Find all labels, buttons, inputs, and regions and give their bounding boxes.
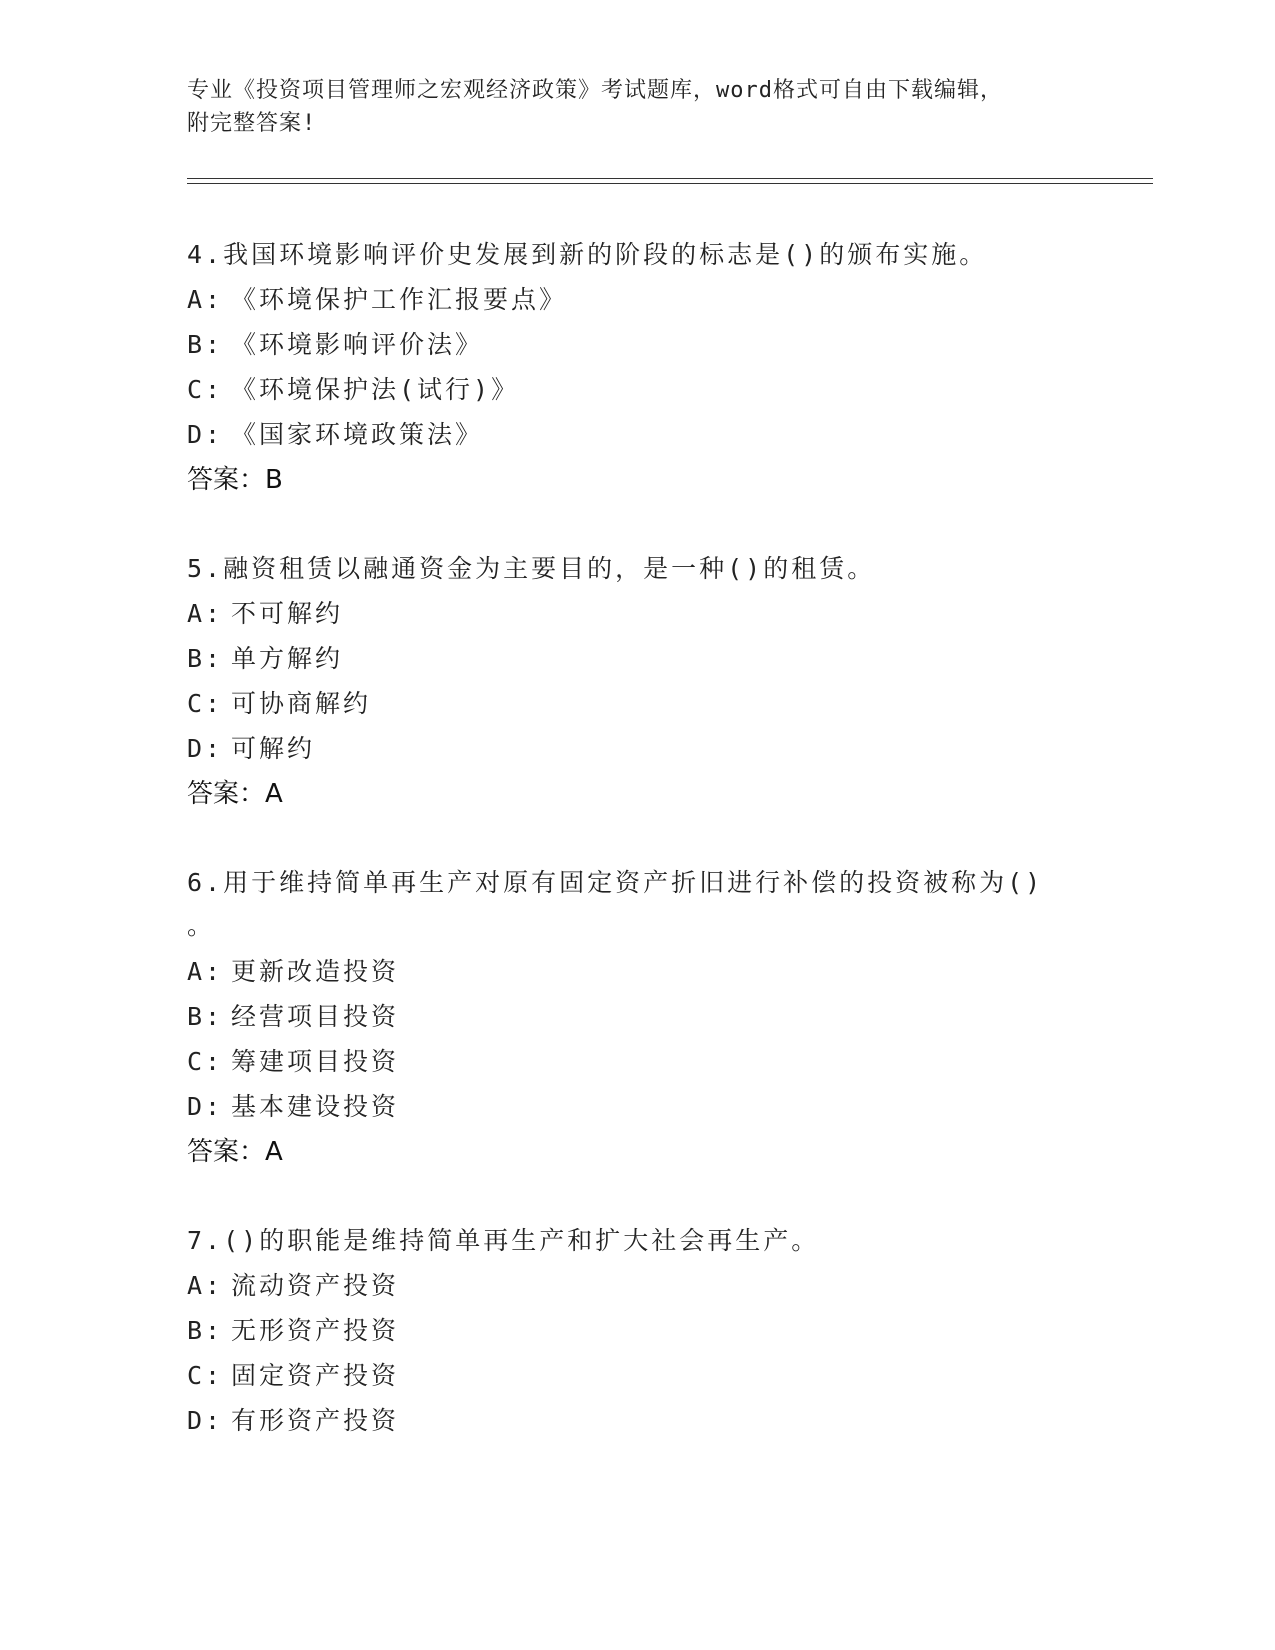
option-letter: D:	[187, 420, 224, 449]
header-divider-top	[187, 178, 1153, 179]
question-6-option-d	[187, 1087, 399, 1123]
option-letter: D:	[187, 1406, 224, 1435]
option-letter: A:	[187, 285, 224, 314]
option-letter: A:	[187, 1271, 224, 1300]
question-5-option-d	[187, 729, 315, 765]
option-letter: B:	[187, 644, 224, 673]
question-6-stem-continuation: 。	[187, 911, 216, 940]
option-text: 可解约	[231, 734, 316, 763]
option-letter: C:	[187, 1361, 224, 1390]
question-7-option-c	[187, 1356, 399, 1392]
option-text: 《环境影响评价法》	[231, 330, 484, 359]
option-text: 《环境保护工作汇报要点》	[231, 285, 568, 314]
question-5-option-a	[187, 594, 343, 630]
question-5-answer: 答案：A	[187, 779, 283, 809]
question-4-option-c	[187, 370, 519, 406]
header-divider-bottom	[187, 183, 1153, 184]
option-text: 基本建设投资	[231, 1092, 400, 1121]
question-6-stem: 6.用于维持简单再生产对原有固定资产折旧进行补偿的投资被称为()	[187, 868, 1044, 897]
option-text: 固定资产投资	[231, 1361, 400, 1390]
question-6-option-a	[187, 952, 399, 988]
option-letter: C:	[187, 1047, 224, 1076]
option-text: 经营项目投资	[231, 1002, 400, 1031]
question-7-option-d	[187, 1401, 399, 1437]
option-text: 单方解约	[231, 644, 344, 673]
question-7-option-a	[187, 1266, 399, 1302]
option-text: 流动资产投资	[231, 1271, 400, 1300]
option-letter: C:	[187, 689, 224, 718]
question-6-option-b	[187, 997, 399, 1033]
question-4-option-b	[187, 325, 483, 361]
option-letter: D:	[187, 734, 224, 763]
question-5-option-b	[187, 639, 343, 675]
header-line-2: 附完整答案!	[187, 111, 317, 136]
option-text: 有形资产投资	[231, 1406, 400, 1435]
question-4-stem: 4.我国环境影响评价史发展到新的阶段的标志是()的颁布实施。	[187, 240, 988, 269]
option-text: 无形资产投资	[231, 1316, 400, 1345]
header-line-1: 专业《投资项目管理师之宏观经济政策》考试题库，word格式可自由下载编辑，	[187, 78, 1003, 103]
question-5-option-c	[187, 684, 371, 720]
question-4-option-d	[187, 415, 483, 451]
option-text: 不可解约	[231, 599, 344, 628]
option-text: 更新改造投资	[231, 957, 400, 986]
option-letter: B:	[187, 1316, 224, 1345]
option-letter: C:	[187, 375, 224, 404]
option-text: 可协商解约	[231, 689, 372, 718]
option-text: 《国家环境政策法》	[231, 420, 484, 449]
option-letter: D:	[187, 1092, 224, 1121]
question-7-option-b	[187, 1311, 399, 1347]
document-header	[187, 74, 1067, 140]
question-4-option-a	[187, 280, 567, 316]
option-letter: A:	[187, 957, 224, 986]
option-letter: B:	[187, 330, 224, 359]
question-7-stem: 7.()的职能是维持简单再生产和扩大社会再生产。	[187, 1226, 820, 1255]
option-text: 《环境保护法(试行)》	[231, 375, 520, 404]
question-5-stem: 5.融资租赁以融通资金为主要目的，是一种()的租赁。	[187, 554, 876, 583]
option-letter: B:	[187, 1002, 224, 1031]
option-text: 筹建项目投资	[231, 1047, 400, 1076]
question-6-answer: 答案：A	[187, 1137, 283, 1167]
question-6-option-c	[187, 1042, 399, 1078]
option-letter: A:	[187, 599, 224, 628]
question-4-answer: 答案：B	[187, 465, 283, 495]
